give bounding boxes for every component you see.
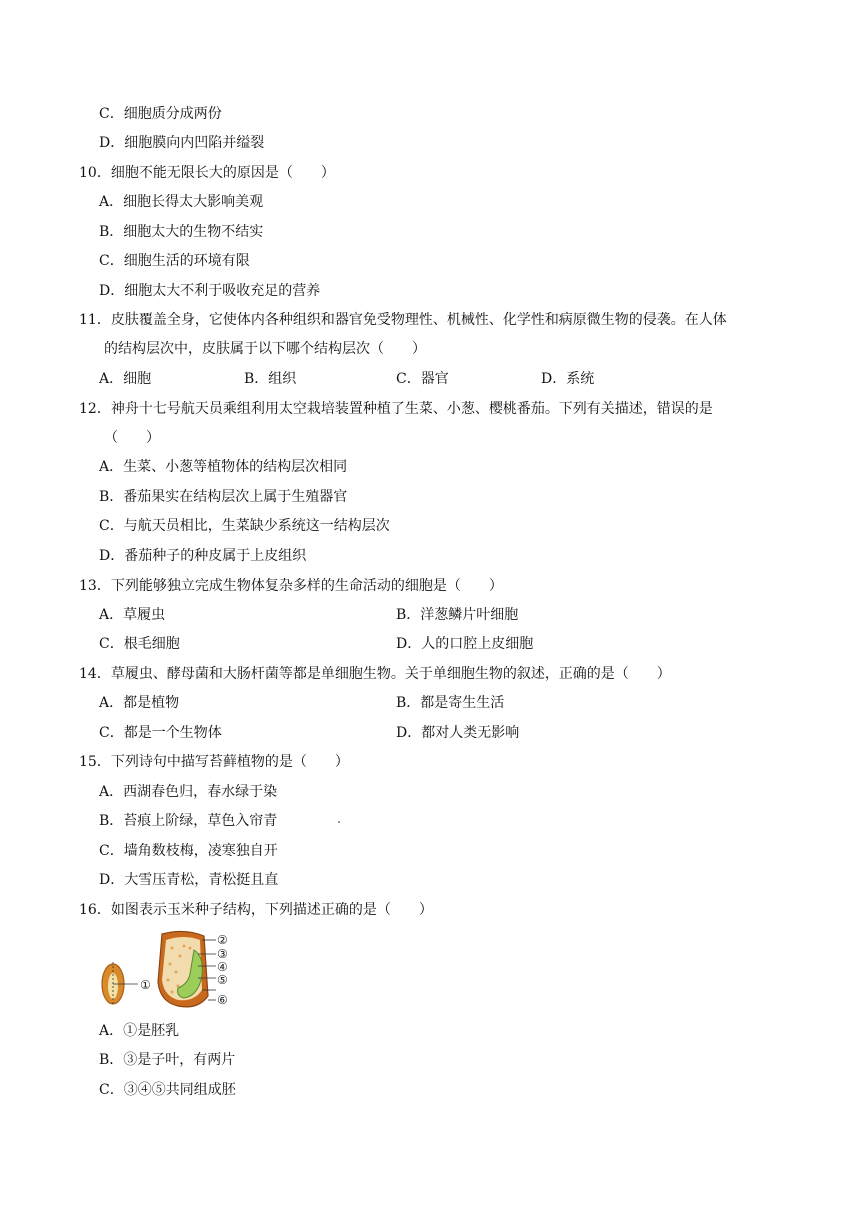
q15-option-c: C．墙角数枝梅，凌寒独自开 [99, 843, 278, 859]
q14-option-a: A．都是植物 [99, 695, 180, 711]
q10-option-c: C．细胞生活的环境有限 [99, 253, 250, 269]
q9-option-c: C．细胞质分成两份 [99, 106, 222, 122]
q14-option-c: C．都是一个生物体 [99, 725, 222, 741]
figure-label-4: ④ [217, 960, 228, 974]
q15-option-d: D．大雪压青松，青松挺且直 [99, 872, 279, 888]
figure-label-3: ③ [217, 947, 228, 961]
q14-option-b: B．都是寄生生活 [396, 695, 505, 711]
figure-label-2: ② [217, 933, 228, 947]
q15-option-b: B．苔痕上阶绿，草色入帘青 [99, 813, 278, 829]
figure-label-1: ① [140, 978, 151, 992]
q16-stem: 16．如图表示玉米种子结构，下列描述正确的是（ ） [79, 902, 433, 918]
q12-option-a: A．生菜、小葱等植物体的结构层次相同 [99, 459, 348, 475]
q16-option-b: B．③是子叶，有两片 [99, 1052, 236, 1068]
q12-stem-line1: 12．神舟十七号航天员乘组利用太空栽培装置种植了生菜、小葱、樱桃番茄。下列有关描述，错误的是 [79, 401, 713, 417]
q13-option-a: A．草履虫 [99, 607, 166, 623]
q13-option-b: B．洋葱鳞片叶细胞 [396, 607, 519, 623]
q14-stem: 14．草履虫、酵母菌和大肠杆菌等都是单细胞生物。关于单细胞生物的叙述，正确的是（ ） [79, 666, 671, 682]
q10-option-b: B．细胞太大的生物不结实 [99, 224, 264, 240]
q10-option-d: D．细胞太大不利于吸收充足的营养 [99, 283, 321, 299]
figure-label-6: ⑥ [217, 993, 228, 1007]
q11-option-d: D．系统 [541, 371, 595, 387]
q11-option-c: C．器官 [396, 371, 449, 387]
q11-option-a: A．细胞 [99, 371, 152, 387]
figure-label-5: ⑤ [217, 973, 228, 987]
q9-option-d: D．细胞膜向内凹陷并缢裂 [99, 135, 265, 151]
corn-seed-figure [98, 926, 248, 1010]
q11-stem-line1: 11．皮肤覆盖全身，它使体内各种组织和器官免受物理性、机械性、化学性和病原微生物的侵袭。在人体 [79, 312, 727, 328]
q15-option-a: A．西湖春色归，春水绿于染 [99, 784, 278, 800]
q14-option-d: D．都对人类无影响 [396, 725, 520, 741]
q10-stem: 10．细胞不能无限长大的原因是（ ） [79, 165, 335, 181]
q16-option-a: A．①是胚乳 [99, 1023, 180, 1039]
q11-option-b: B．组织 [244, 371, 297, 387]
q16-option-c: C．③④⑤共同组成胚 [99, 1082, 236, 1098]
q13-option-d: D．人的口腔上皮细胞 [396, 636, 534, 652]
q10-option-a: A．细胞长得太大影响美观 [99, 194, 264, 210]
q12-option-d: D．番茄种子的种皮属于上皮组织 [99, 548, 307, 564]
q11-stem-line2: 的结构层次中，皮肤属于以下哪个结构层次（ ） [104, 341, 426, 357]
q12-option-c: C．与航天员相比，生菜缺少系统这一结构层次 [99, 518, 390, 534]
q12-option-b: B．番茄果实在结构层次上属于生殖器官 [99, 489, 348, 505]
q15-stem: 15．下列诗句中描写苔藓植物的是（ ） [79, 754, 349, 770]
q13-option-c: C．根毛细胞 [99, 636, 180, 652]
q12-stem-line2: （ ） [104, 430, 160, 446]
q13-stem: 13．下列能够独立完成生物体复杂多样的生命活动的细胞是（ ） [79, 578, 503, 594]
stray-dot [338, 821, 340, 823]
